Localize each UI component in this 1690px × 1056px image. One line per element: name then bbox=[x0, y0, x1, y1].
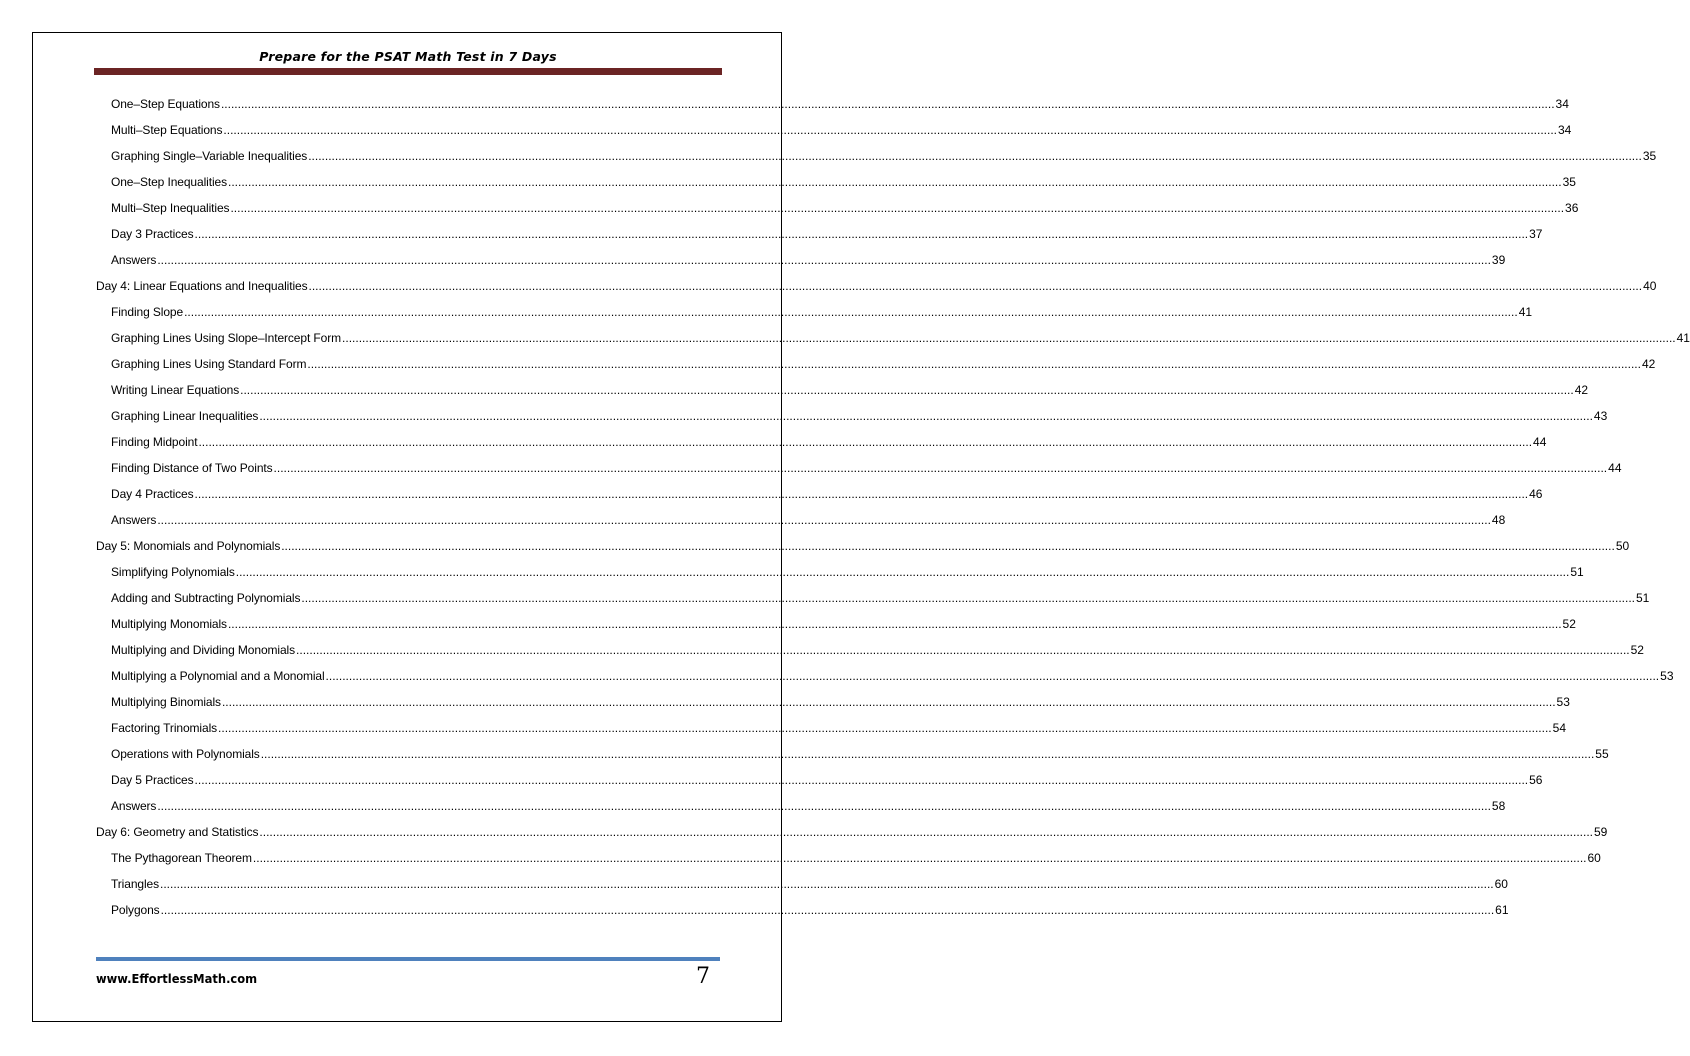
toc-dot-leader: ................................................................................................................................................................................................................................................................................................................................................................................................................ bbox=[227, 175, 1562, 189]
toc-section-entry[interactable] bbox=[96, 793, 1506, 819]
toc-dot-leader: ................................................................................................................................................................................................................................................................................................................................................................................................................ bbox=[308, 149, 1642, 163]
toc-section-entry[interactable] bbox=[96, 403, 1608, 429]
toc-chapter-entry[interactable] bbox=[96, 819, 1608, 845]
toc-entry-page: 36 bbox=[1565, 201, 1579, 215]
toc-section-entry[interactable] bbox=[96, 845, 1601, 871]
toc-entry-page: 42 bbox=[1641, 357, 1656, 371]
toc-dot-leader: ................................................................................................................................................................................................................................................................................................................................................................................................................ bbox=[301, 591, 1635, 605]
toc-entry-page: 41 bbox=[1676, 331, 1690, 345]
toc-section-entry[interactable] bbox=[96, 897, 1509, 923]
toc-entry-title: Finding Slope bbox=[111, 305, 184, 319]
toc-entry-title: The Pythagorean Theorem bbox=[111, 851, 252, 865]
toc-entry-title: Factoring Trinomials bbox=[111, 721, 218, 735]
toc-section-entry[interactable] bbox=[96, 715, 1566, 741]
toc-entry-title: Graphing Single–Variable Inequalities bbox=[111, 149, 308, 163]
toc-entry-title: Answers bbox=[111, 799, 157, 813]
toc-section-entry[interactable] bbox=[96, 169, 1576, 195]
toc-dot-leader: ................................................................................................................................................................................................................................................................................................................................................................................................................ bbox=[157, 513, 1491, 527]
toc-section-entry[interactable] bbox=[96, 481, 1543, 507]
toc-section-entry[interactable] bbox=[96, 195, 1579, 221]
toc-entry-title: Multi–Step Inequalities bbox=[111, 201, 230, 215]
toc-entry-title: Multiplying Monomials bbox=[111, 617, 227, 631]
toc-entry-title: Polygons bbox=[111, 903, 160, 917]
toc-dot-leader: ................................................................................................................................................................................................................................................................................................................................................................................................................ bbox=[252, 851, 1587, 865]
toc-section-entry[interactable] bbox=[96, 741, 1609, 767]
toc-section-entry[interactable] bbox=[96, 637, 1644, 663]
toc-dot-leader: ................................................................................................................................................................................................................................................................................................................................................................................................................ bbox=[184, 305, 1518, 319]
toc-entry-title: Multiplying a Polynomial and a Monomial bbox=[111, 669, 325, 683]
toc-entry-title: Adding and Subtracting Polynomials bbox=[111, 591, 301, 605]
toc-entry-title: Day 5 Practices bbox=[111, 773, 194, 787]
toc-dot-leader: ................................................................................................................................................................................................................................................................................................................................................................................................................ bbox=[221, 695, 1556, 709]
toc-section-entry[interactable] bbox=[96, 299, 1533, 325]
toc-dot-leader: ................................................................................................................................................................................................................................................................................................................................................................................................................ bbox=[259, 825, 1593, 839]
toc-dot-leader: ................................................................................................................................................................................................................................................................................................................................................................................................................ bbox=[198, 435, 1533, 449]
toc-entry-title: Multiplying and Dividing Monomials bbox=[111, 643, 296, 657]
toc-entry-page: 50 bbox=[1615, 539, 1630, 553]
toc-entry-title: Graphing Linear Inequalities bbox=[111, 409, 259, 423]
toc-entry-page: 54 bbox=[1552, 721, 1566, 735]
toc-entry-title: One–Step Equations bbox=[111, 97, 220, 111]
toc-entry-page: 39 bbox=[1491, 253, 1506, 267]
toc-entry-page: 61 bbox=[1495, 903, 1509, 917]
toc-entry-title: Simplifying Polynomials bbox=[111, 565, 235, 579]
toc-entry-page: 51 bbox=[1635, 591, 1650, 605]
toc-dot-leader: ................................................................................................................................................................................................................................................................................................................................................................................................................ bbox=[342, 331, 1676, 345]
toc-entry-title: Day 4: Linear Equations and Inequalities bbox=[96, 279, 308, 293]
table-of-contents bbox=[96, 91, 1690, 923]
toc-section-entry[interactable] bbox=[96, 377, 1589, 403]
toc-entry-page: 44 bbox=[1533, 435, 1547, 449]
toc-section-entry[interactable] bbox=[96, 143, 1657, 169]
toc-section-entry[interactable] bbox=[96, 871, 1508, 897]
toc-entry-title: One–Step Inequalities bbox=[111, 175, 227, 189]
toc-entry-title: Finding Distance of Two Points bbox=[111, 461, 273, 475]
toc-dot-leader: ................................................................................................................................................................................................................................................................................................................................................................................................................ bbox=[230, 201, 1565, 215]
toc-entry-page: 34 bbox=[1558, 123, 1572, 137]
toc-entry-title: Day 3 Practices bbox=[111, 227, 194, 241]
toc-entry-title: Day 5: Monomials and Polynomials bbox=[96, 539, 281, 553]
toc-entry-title: Writing Linear Equations bbox=[111, 383, 240, 397]
toc-entry-page: 43 bbox=[1593, 409, 1608, 423]
toc-dot-leader: ................................................................................................................................................................................................................................................................................................................................................................................................................ bbox=[260, 747, 1595, 761]
toc-entry-title: Day 6: Geometry and Statistics bbox=[96, 825, 259, 839]
toc-entry-page: 41 bbox=[1518, 305, 1533, 319]
toc-section-entry[interactable] bbox=[96, 455, 1622, 481]
toc-entry-page: 35 bbox=[1642, 149, 1657, 163]
toc-section-entry[interactable] bbox=[96, 663, 1674, 689]
toc-dot-leader: ................................................................................................................................................................................................................................................................................................................................................................................................................ bbox=[160, 903, 1495, 917]
toc-entry-page: 35 bbox=[1562, 175, 1576, 189]
toc-dot-leader: ................................................................................................................................................................................................................................................................................................................................................................................................................ bbox=[218, 721, 1552, 735]
toc-dot-leader: ................................................................................................................................................................................................................................................................................................................................................................................................................ bbox=[160, 877, 1494, 891]
toc-entry-page: 42 bbox=[1574, 383, 1589, 397]
toc-entry-page: 53 bbox=[1660, 669, 1674, 683]
toc-chapter-entry[interactable] bbox=[96, 533, 1630, 559]
toc-entry-page: 34 bbox=[1555, 97, 1569, 111]
toc-entry-page: 53 bbox=[1556, 695, 1570, 709]
toc-dot-leader: ................................................................................................................................................................................................................................................................................................................................................................................................................ bbox=[235, 565, 1570, 579]
toc-entry-title: Operations with Polynomials bbox=[111, 747, 260, 761]
toc-entry-page: 52 bbox=[1562, 617, 1576, 631]
toc-entry-page: 40 bbox=[1643, 279, 1657, 293]
toc-entry-page: 60 bbox=[1587, 851, 1601, 865]
toc-entry-title: Triangles bbox=[111, 877, 160, 891]
toc-dot-leader: ................................................................................................................................................................................................................................................................................................................................................................................................................ bbox=[194, 227, 1529, 241]
toc-entry-title: Graphing Lines Using Standard Form bbox=[111, 357, 307, 371]
toc-dot-leader: ................................................................................................................................................................................................................................................................................................................................................................................................................ bbox=[259, 409, 1593, 423]
toc-dot-leader: ................................................................................................................................................................................................................................................................................................................................................................................................................ bbox=[157, 253, 1491, 267]
toc-dot-leader: ................................................................................................................................................................................................................................................................................................................................................................................................................ bbox=[325, 669, 1660, 683]
toc-section-entry[interactable] bbox=[96, 689, 1570, 715]
toc-section-entry[interactable] bbox=[96, 247, 1506, 273]
toc-dot-leader: ................................................................................................................................................................................................................................................................................................................................................................................................................ bbox=[194, 487, 1529, 501]
toc-entry-page: 58 bbox=[1491, 799, 1506, 813]
toc-entry-title: Graphing Lines Using Slope–Intercept Form bbox=[111, 331, 342, 345]
toc-entry-page: 44 bbox=[1608, 461, 1622, 475]
toc-dot-leader: ................................................................................................................................................................................................................................................................................................................................................................................................................ bbox=[194, 773, 1529, 787]
running-header-title: Prepare for the PSAT Math Test in 7 Days bbox=[259, 49, 557, 64]
toc-entry-page: 46 bbox=[1529, 487, 1543, 501]
toc-section-entry[interactable] bbox=[96, 611, 1576, 637]
toc-dot-leader: ................................................................................................................................................................................................................................................................................................................................................................................................................ bbox=[307, 357, 1641, 371]
header-rule bbox=[94, 68, 722, 75]
toc-dot-leader: ................................................................................................................................................................................................................................................................................................................................................................................................................ bbox=[296, 643, 1630, 657]
toc-section-entry[interactable] bbox=[96, 325, 1690, 351]
toc-entry-title: Answers bbox=[111, 253, 157, 267]
footer-website: www.EffortlessMath.com bbox=[96, 971, 258, 986]
toc-dot-leader: ................................................................................................................................................................................................................................................................................................................................................................................................................ bbox=[281, 539, 1615, 553]
toc-section-entry[interactable] bbox=[96, 221, 1543, 247]
page-number: 7 bbox=[696, 964, 710, 989]
toc-entry-page: 56 bbox=[1529, 773, 1543, 787]
toc-chapter-entry[interactable] bbox=[96, 273, 1657, 299]
toc-dot-leader: ................................................................................................................................................................................................................................................................................................................................................................................................................ bbox=[240, 383, 1574, 397]
toc-entry-page: 48 bbox=[1491, 513, 1506, 527]
toc-entry-page: 37 bbox=[1529, 227, 1543, 241]
toc-section-entry[interactable] bbox=[96, 767, 1543, 793]
toc-dot-leader: ................................................................................................................................................................................................................................................................................................................................................................................................................ bbox=[273, 461, 1608, 475]
toc-dot-leader: ................................................................................................................................................................................................................................................................................................................................................................................................................ bbox=[308, 279, 1643, 293]
toc-dot-leader: ................................................................................................................................................................................................................................................................................................................................................................................................................ bbox=[220, 97, 1555, 111]
toc-entry-title: Multi–Step Equations bbox=[111, 123, 223, 137]
toc-entry-title: Multiplying Binomials bbox=[111, 695, 221, 709]
toc-dot-leader: ................................................................................................................................................................................................................................................................................................................................................................................................................ bbox=[157, 799, 1491, 813]
toc-entry-page: 52 bbox=[1630, 643, 1644, 657]
toc-entry-title: Day 4 Practices bbox=[111, 487, 194, 501]
toc-section-entry[interactable] bbox=[96, 351, 1656, 377]
toc-entry-page: 55 bbox=[1595, 747, 1609, 761]
toc-section-entry[interactable] bbox=[96, 429, 1547, 455]
toc-dot-leader: ................................................................................................................................................................................................................................................................................................................................................................................................................ bbox=[227, 617, 1562, 631]
footer-rule bbox=[96, 957, 720, 961]
toc-entry-title: Answers bbox=[111, 513, 157, 527]
toc-section-entry[interactable] bbox=[96, 117, 1572, 143]
toc-entry-page: 51 bbox=[1570, 565, 1584, 579]
toc-section-entry[interactable] bbox=[96, 507, 1506, 533]
toc-section-entry[interactable] bbox=[96, 559, 1584, 585]
toc-entry-title: Finding Midpoint bbox=[111, 435, 198, 449]
toc-section-entry[interactable] bbox=[96, 91, 1569, 117]
toc-dot-leader: ................................................................................................................................................................................................................................................................................................................................................................................................................ bbox=[223, 123, 1557, 137]
toc-entry-page: 60 bbox=[1494, 877, 1508, 891]
toc-entry-page: 59 bbox=[1594, 825, 1608, 839]
toc-section-entry[interactable] bbox=[96, 585, 1650, 611]
